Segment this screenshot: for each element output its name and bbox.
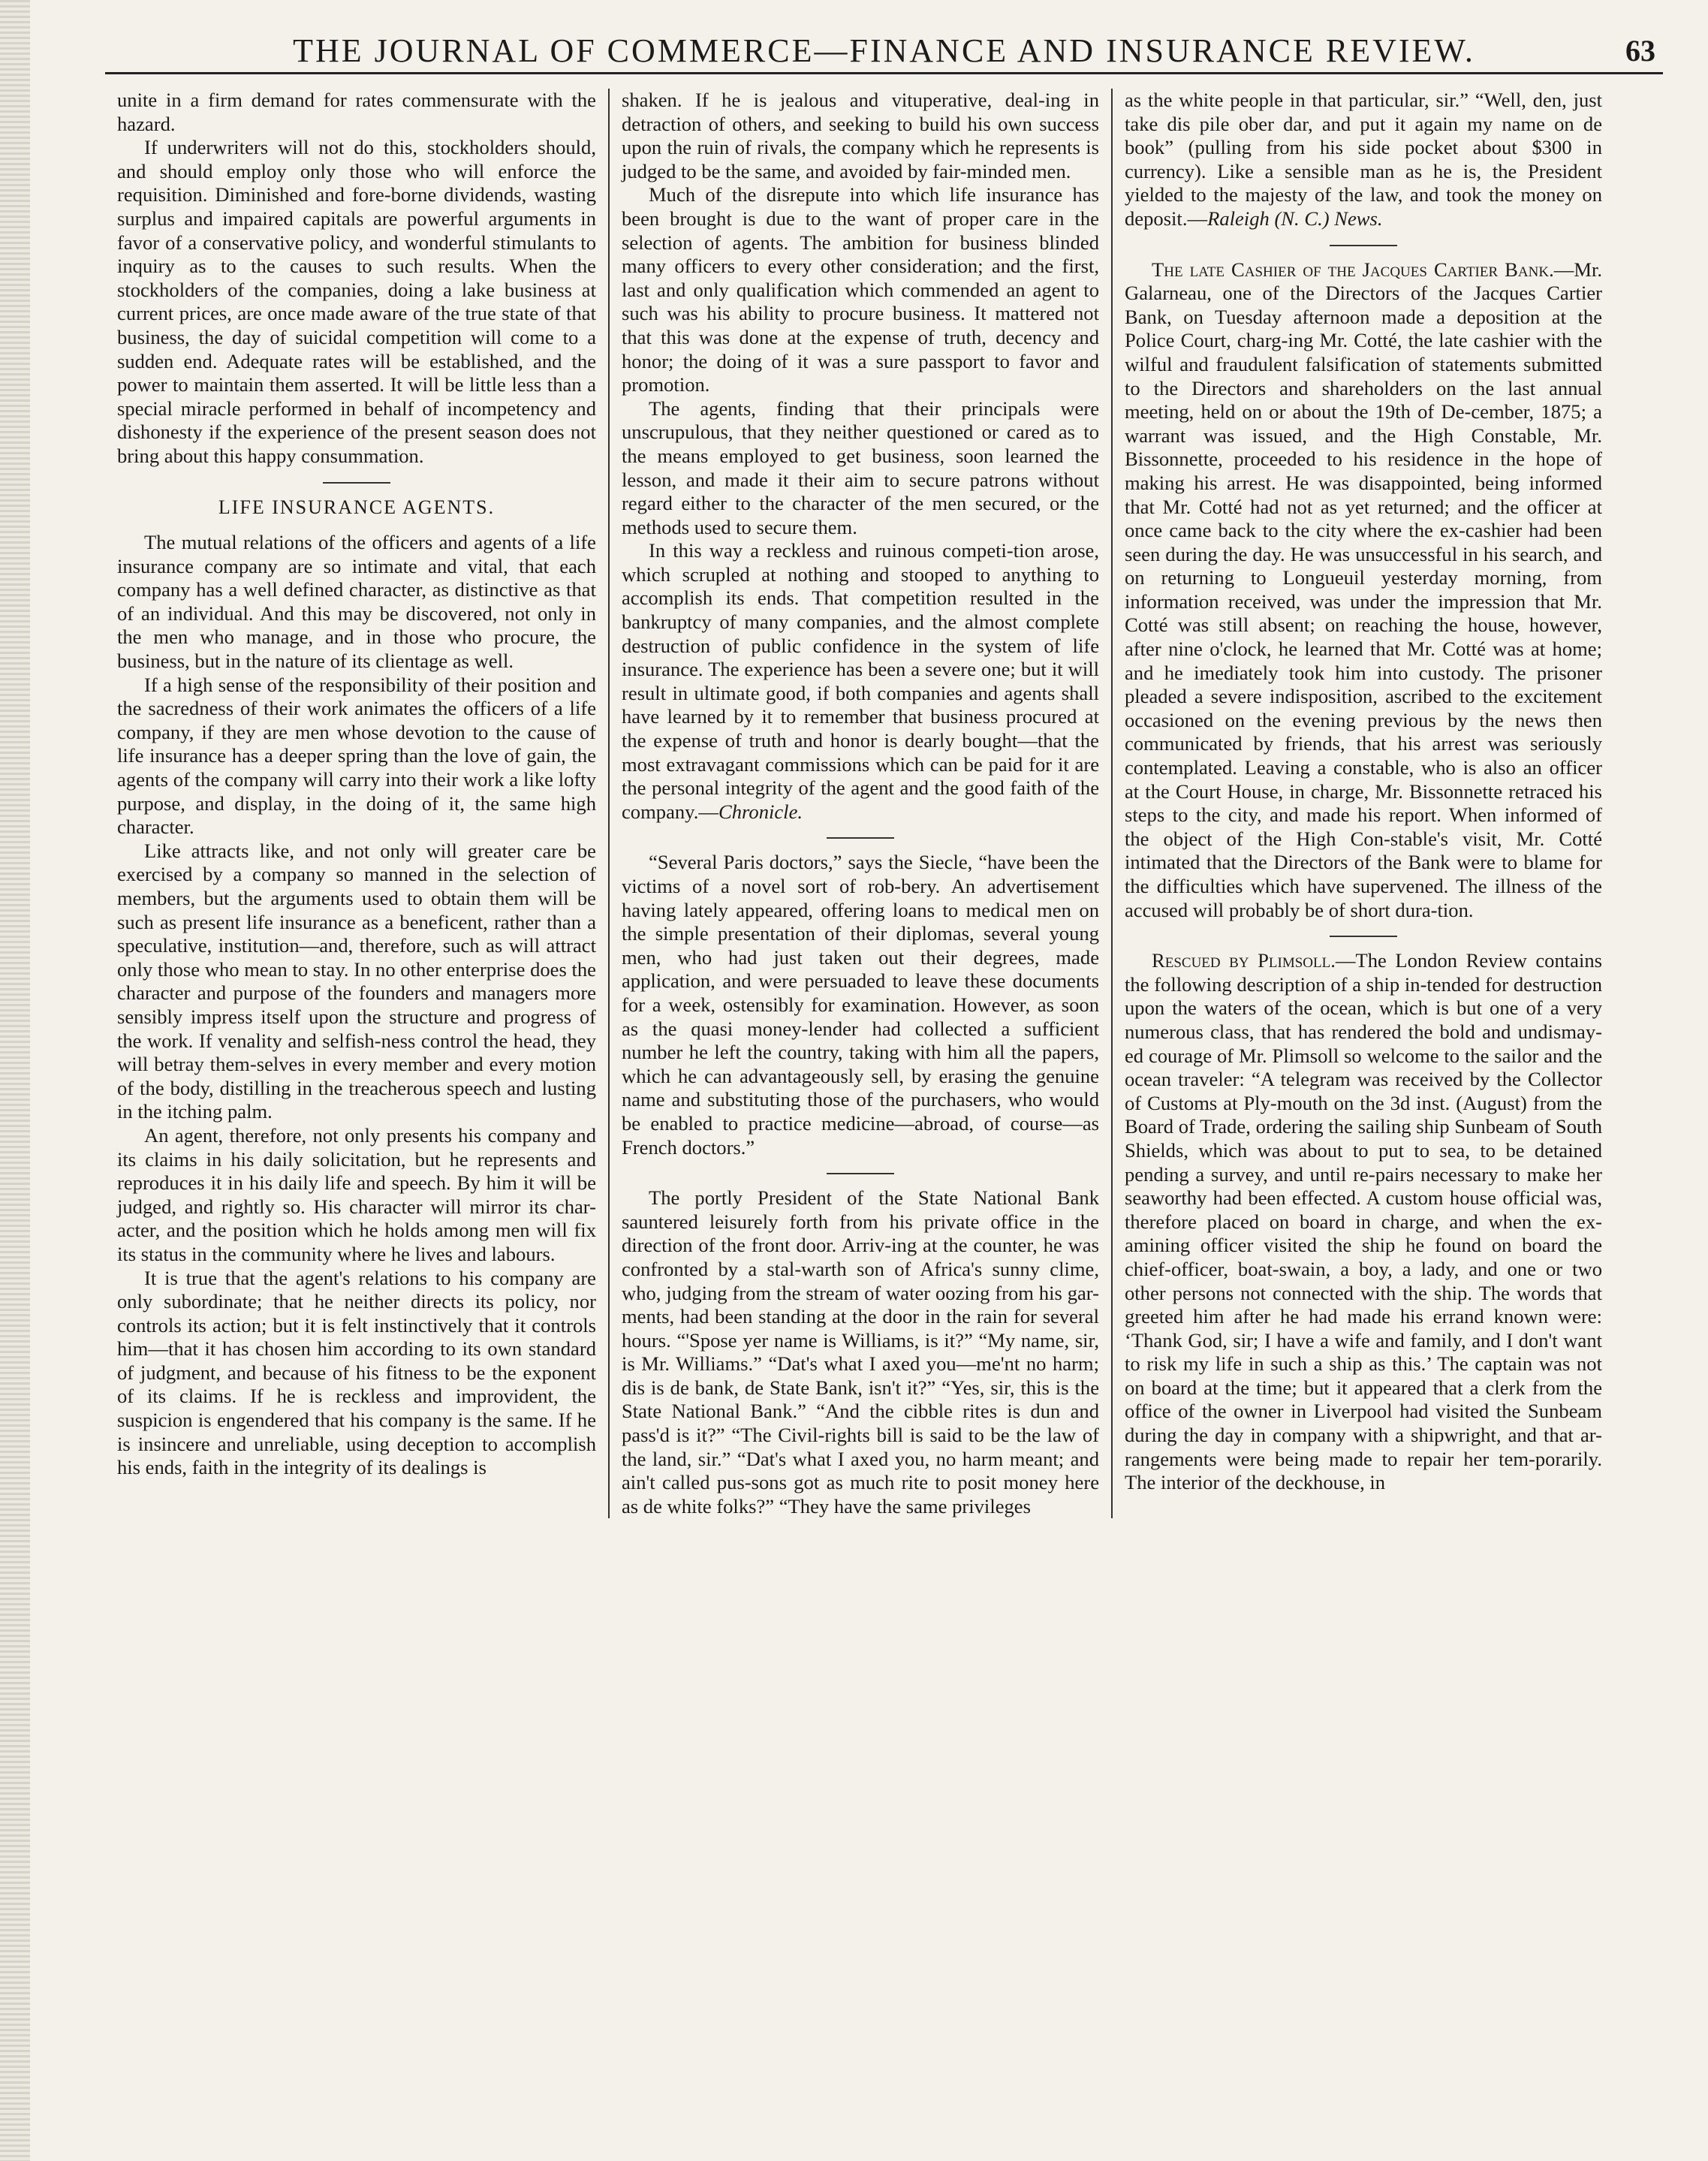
- paragraph-text: —Mr. Galarneau, one of the Directors of the Jacques Cartier Bank, on Tuesday afternoon made a deposition at the Police Court, charg-ing Mr. Cotté, the late cashier with the wilful and fraudulent falsification of statements submitted to the Directors and shareholders on the last annual meeting, held on or about the 19th of De-cember, 1875; a warrant was issued, and the High Constable, Mr. Bissonnette, proceeded to his residence in the hope of making his arrest. He was disappointed, being informed that Mr. Cotté had not as yet returned; and the officer at once came back to the city where the ex-cashier had been seen during the day. He was unsuccessful in his search, and on returning to Longueuil yesterday morning, from information received, was under the impression that Mr. Cotté was still absent; on reaching the house, however, after nine o'clock, he learned that Mr. Cotté was at home; and he imediately took him into custody. The prisoner pleaded a severe indisposition, ascribed to the excitement occasioned on the evening previous by the news then communicated by friends, that his arrest was seriously contemplated. Leaving a constable, who is also an officer at the Court House, in charge, Mr. Bissonnette retraced his steps to the city, and made his report. When informed of the object of the High Con-stable's visit, Mr. Cotté intimated that the Directors of the Bank were to blame for the difficulties which have supervened. The illness of the accused will probably be of short dura-tion.: [1125, 258, 1602, 921]
- paragraph: unite in a firm demand for rates commensurate with the hazard.: [117, 89, 596, 135]
- paragraph-text: —The London Review contains the following description of a ship in-tended for destruction upon the waters of the ocean, which is but one of a very numerous class, that has rendered the bold and undismay-ed courage of Mr. Plimsoll so welcome to the sailor and the ocean traveler: “A telegram was received by the Collector of Customs at Ply-mouth on the 3d inst. (August) from the Board of Trade, ordering the sailing ship Sunbeam of South Shields, which was about to put to sea, to be detained pending a survey, and until re-pairs necessary to make her seaworthy had been effected. A custom house official was, therefore placed on board in charge, and when the ex-amining officer visited the ship he found on board the chief-officer, boat-swain, a boy, a lady, and one or two other persons not connected with the ship. The words that greeted him after he had made his errand known were: ‘Thank God, sir; I have a wife and family, and I don't want to risk my life in such a ship as this.’ The captain was not on board at the time; but it appeared that a clerk from the office of the owner in Liverpool had visited the Sunbeam during the day in company with a shipwright, and that ar-rangements were being made to repair her tem-porarily. The interior of the deckhouse, in: [1125, 949, 1602, 1494]
- page-header: [105, 30, 1663, 74]
- paragraph-text: as the white people in that particular, sir.” “Well, den, just take dis pile ober dar, and put it again my name on de book” (pulling from his side pocket about $300 in currency). Like a sensible man as he is, the President yielded to the majesty of the law, and took the money on deposit.—: [1125, 89, 1602, 230]
- paragraph: An agent, therefore, not only presents his company and its claims in his daily solicitation, but he represents and reproduces it in his daily life and speech. By him it will be judged, and rightly so. His character will mirror its char-acter, and the position which he holds among men will fix its status in the community where he lives and labours.: [117, 1123, 596, 1265]
- paragraph-text: In this way a reckless and ruinous competi-tion arose, which scrupled at nothing and stooped to anything to accomplish its ends. That competition resulted in the bankruptcy of many companies, and the almost complete destruction of public confidence in the system of life insurance. The experience has been a severe one; but it will result in ultimate good, if both companies and agents shall have learned by it to remember that business procured at the expense of truth and honor is dearly bought—that the most extravagant commissions which can be paid for it are the personal integrity of the agent and the good faith of the company.—: [622, 539, 1099, 823]
- paragraph: [1125, 89, 1602, 231]
- source-credit: Raleigh (N. C.) News.: [1207, 206, 1383, 230]
- source-credit: Chronicle.: [718, 800, 803, 823]
- paragraph: If underwriters will not do this, stockholders should, and should employ only those who will enforce the requisition. Diminished and fore-borne dividends, wasting surplus and impaired capitals are powerful arguments in favor of a conservative policy, and wonderful stimulants to inquiry as to the causes to such results. When the stockholders of the companies, doing a lake business at current prices, are once made aware of the true state of that business, the day of suicidal competition will come to a sudden end. Adequate rates will be established, and the power to maintain them asserted. It will be little less than a special miracle performed in behalf of incompetency and dishonesty if the experience of the present season does not bring about this happy consummation.: [117, 136, 596, 467]
- paragraph: The agents, finding that their principals were unscrupulous, that they neither questioned or cared as to the means employed to get business, soon learned the lesson, and made it their aim to secure patrons without regard either to the character of the men secured, or the methods used to secure them.: [622, 396, 1099, 538]
- paragraph: The portly President of the State National Bank sauntered leisurely forth from his private office in the direction of the front door. Arriv-ing at the counter, he was confronted by a stal-warth son of Africa's sunny clime, who, judging from the stream of water oozing from his gar-ments, had been standing at the door in the rain for several hours. “'Spose yer name is Williams, is it?” “My name, sir, is Mr. Williams.” “Dat's what I axed you—me'nt no harm; dis is de bank, de State Bank, isn't it?” “Yes, sir, this is the State National Bank.” “And the cibble rites is dun and pass'd is it?” “The Civil-rights bill is said to be the law of the land, sir.” “Dat's what I axed you, no harm meant; and ain't called pus-sons got as much rite to posit money here as de white folks?” “They have the same privileges: [622, 1186, 1099, 1518]
- article-lead: Rescued by Plimsoll.: [1152, 949, 1336, 972]
- article-lead: The late Cashier of the Jacques Cartier Bank.: [1152, 258, 1554, 281]
- paragraph: Much of the disrepute into which life insurance has been brought is due to the want of proper care in the selection of agents. The ambition for business blinded many officers to every other consideration; and the first, last and only qualification which commended an agent to such was his ability to procure business. It mattered not that this was done at the expense of truth, decency and honor; the doing of it was a sure passport to favor and promotion.: [622, 183, 1099, 396]
- paragraph: “Several Paris doctors,” says the Siecle, “have been the victims of a novel sort of rob-bery. An advertisement having lately appeared, offering loans to medical men on the simple presentation of their diplomas, several young men, who had just taken out their degrees, made application, and were persuaded to leave these documents for a week, ostensibly for examination. However, as soon as the quasi money-lender had collected a sufficient number he left the country, taking with him all the papers, which he can advantageously sell, by erasing the genuine name and substituting those of the purchasers, who would be enabled to practice medicine—abroad, of course—as French doctors.”: [622, 851, 1099, 1159]
- paragraph: [1125, 258, 1602, 923]
- paragraph: [1125, 949, 1602, 1495]
- article-columns: [105, 89, 1663, 1518]
- section-divider: [827, 837, 894, 839]
- column-2: [608, 89, 1111, 1518]
- page-number: 63: [1625, 34, 1655, 68]
- section-heading: LIFE INSURANCE AGENTS.: [218, 496, 496, 518]
- paragraph: It is true that the agent's relations to his company are only subordinate; that he neither directs its policy, nor controls its action; but it is felt instinctively that it controls him—that it has chosen him according to its own standard of judgment, and because of his fitness to be the exponent of its claims. If he is reckless and improvident, the suspicion is engendered that his company is the same. If he is insincere and unreliable, using deception to accomplish his ends, faith in the integrity of its dealings is: [117, 1266, 596, 1479]
- section-divider: [827, 1173, 894, 1174]
- paragraph: If a high sense of the responsibility of their position and the sacredness of their work animates the officers of a life company, if they are men whose devotion to the cause of life insurance has a deeper spring than the love of gain, the agents of the company will carry into their work a like lofty purpose, and display, in the doing of it, the same high character.: [117, 673, 596, 839]
- paragraph: The mutual relations of the officers and agents of a life insurance company are so intimate and vital, that each company has a well defined character, as distinctive as that of an individual. And this may be discovered, not only in the men who manage, and in those who procure, the business, but in the nature of its clientage as well.: [117, 531, 596, 673]
- paragraph: [622, 539, 1099, 824]
- column-1: [105, 89, 608, 1518]
- journal-title: THE JOURNAL OF COMMERCE—FINANCE AND INSURANCE REVIEW.: [293, 32, 1475, 69]
- column-3: [1111, 89, 1614, 1518]
- section-divider: [323, 482, 390, 484]
- paragraph: Like attracts like, and not only will greater care be exercised by a company so manned in the selection of members, but the arguments used to obtain them will be such as present life insurance as a beneficent, rather than a speculative, institution—and, therefore, such as will attract only those who mean to stay. In no other enterprise does the character and purpose of the founders and managers more sensibly impress itself upon the structure and progress of the work. If venality and selfish-ness control the head, they will betray them-selves in every member and every motion of the body, distilling in the treacherous speech and lusting in the itching palm.: [117, 839, 596, 1123]
- paragraph: shaken. If he is jealous and vituperative, deal-ing in detraction of others, and seeking to build his own success upon the ruin of rivals, the company which he represents is judged to be the same, and avoided by fair-minded men.: [622, 89, 1099, 182]
- section-divider: [1330, 245, 1397, 246]
- section-divider: [1330, 936, 1397, 937]
